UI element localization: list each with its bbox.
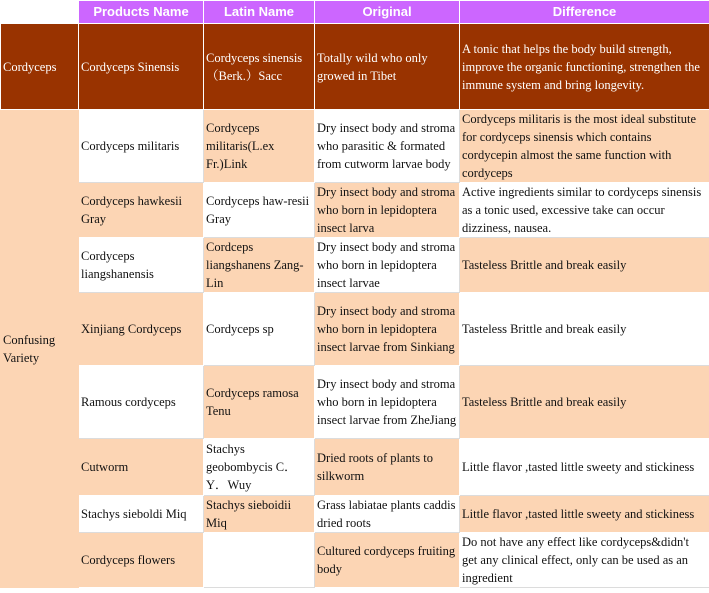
latin-name-cell: Stachys geobombycis C．Y．Wuy [204,439,315,496]
difference-cell: Little flavor ,tasted little sweety and stickiness [460,496,709,533]
original-cell: Dried roots of plants to silkworm [315,439,460,496]
group-cell-confusing-variety: Confusing Variety [1,110,79,588]
original-cell: Totally wild who only growed in Tibet [315,24,460,110]
product-name-cell: Cordyceps flowers [79,533,204,588]
table-row [1,183,709,238]
header-original: Original [315,1,460,24]
table-row [1,24,709,110]
latin-name-cell: Cordceps liangshanens Zang-Lin [204,238,315,293]
latin-name-cell: Stachys sieboidii Miq [204,496,315,533]
latin-name-cell: Cordyceps haw-resii Gray [204,183,315,238]
difference-cell: Do not have any effect like cordyceps&didn't get any clinical effect, only can be used as an ingredient [460,533,709,588]
product-name-cell: Stachys sieboldi Miq [79,496,204,533]
header-latin-name: Latin Name [204,1,315,24]
difference-cell: Tasteless Brittle and break easily [460,366,709,439]
original-cell: Dry insect body and stroma who born in lepidoptera insect larvae [315,238,460,293]
original-cell: Dry insect body and stroma who born in lepidoptera insect larva [315,183,460,238]
original-cell: Dry insect body and stroma who parasitic & formated from cutworm larvae body [315,110,460,183]
table-row [1,439,709,496]
table-row [1,533,709,588]
original-cell: Dry insect body and stroma who born in lepidoptera insect larvae from ZheJiang [315,366,460,439]
product-name-cell: Cutworm [79,439,204,496]
latin-name-cell [204,533,315,588]
difference-cell: Tasteless Brittle and break easily [460,238,709,293]
difference-cell: Active ingredients similar to cordyceps sinensis as a tonic used, excessive take can occur dizziness, nausea. [460,183,709,238]
original-cell: Grass labiatae plants caddis dried roots [315,496,460,533]
table-row [1,366,709,439]
difference-cell: A tonic that helps the body build strength, improve the organic functioning, strengthen the immune system and bring longevity. [460,24,709,110]
difference-cell: Cordyceps militaris is the most ideal substitute for cordyceps sinensis which contains cordycepin almost the same function with cordyceps [460,110,709,183]
difference-cell: Tasteless Brittle and break easily [460,293,709,366]
product-name-cell: Cordyceps hawkesii Gray [79,183,204,238]
original-cell: Dry insect body and stroma who born in lepidoptera insect larvae from Sinkiang [315,293,460,366]
product-name-cell: Ramous cordyceps [79,366,204,439]
product-name-cell: Cordyceps liangshanensis [79,238,204,293]
table-row [1,496,709,533]
product-name-cell: Cordyceps militaris [79,110,204,183]
latin-name-cell: Cordyceps sp [204,293,315,366]
latin-name-cell: Cordyceps militaris(L.ex Fr.)Link [204,110,315,183]
latin-name-cell: Cordyceps ramosa Tenu [204,366,315,439]
product-name-cell: Xinjiang Cordyceps [79,293,204,366]
product-name-cell: Cordyceps Sinensis [79,24,204,110]
table-row [1,293,709,366]
header-blank [1,1,79,24]
original-cell: Cultured cordyceps fruiting body [315,533,460,588]
header-products-name: Products Name [79,1,204,24]
latin-name-cell: Cordyceps sinensis（Berk.）Sacc [204,24,315,110]
table-row [1,238,709,293]
header-row [1,1,709,24]
difference-cell: Little flavor ,tasted little sweety and stickiness [460,439,709,496]
group-cell-cordyceps: Cordyceps [1,24,79,110]
header-difference: Difference [460,1,709,24]
table-row [1,110,709,183]
